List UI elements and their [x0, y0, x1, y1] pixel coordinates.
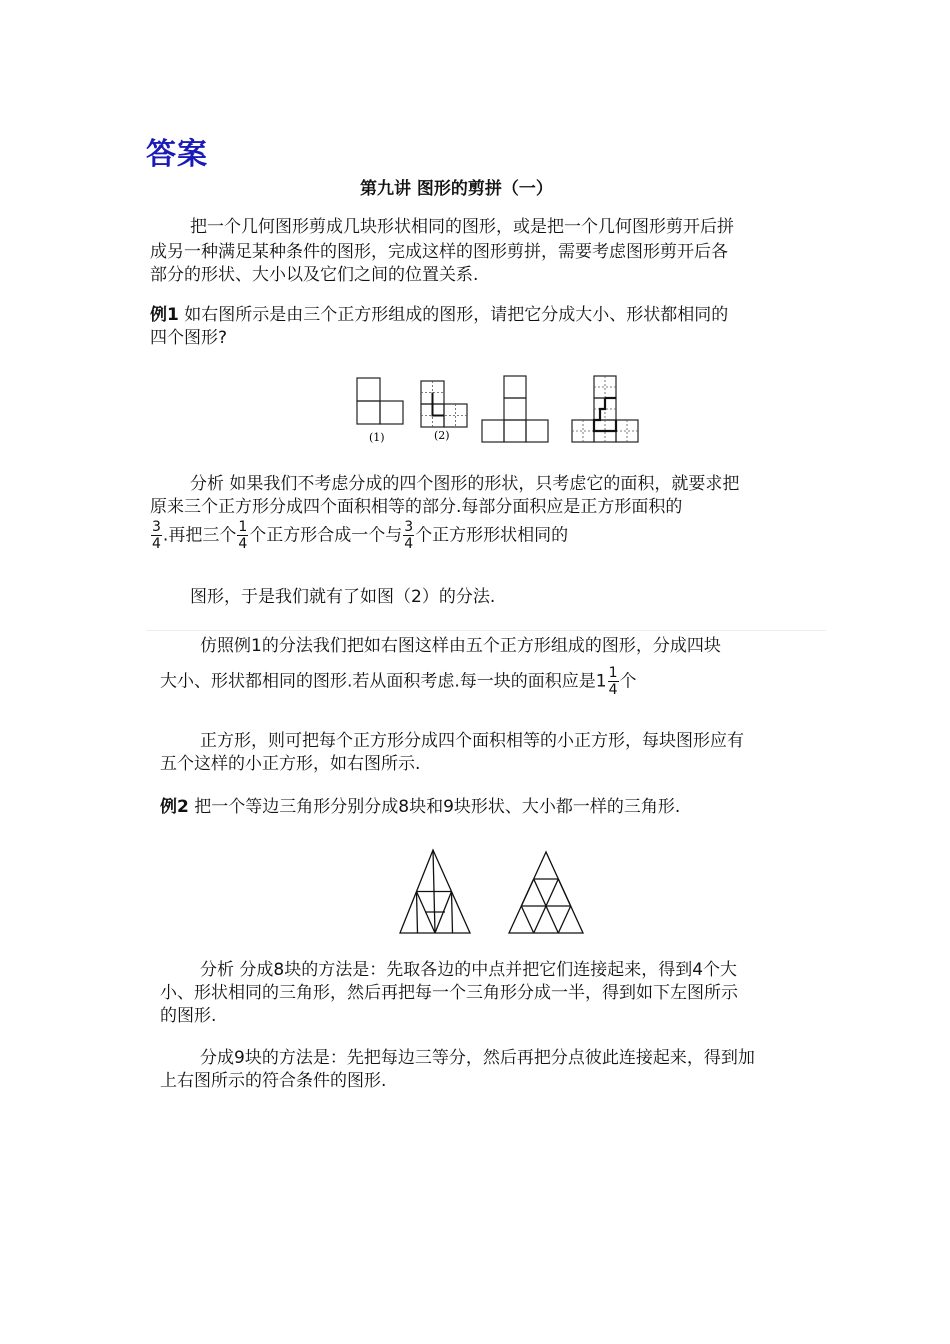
imitation-text-pre: 大小、形状都相同的图形.若从面积考虑.每一块的面积应是1: [160, 671, 607, 692]
analysis2-line-4: 分成9块的方法是：先把每边三等分，然后再把分点彼此连接起来，得到加: [200, 1048, 755, 1068]
fraction-one-quarter-mixed: $\frac{1}{4}$: [608, 665, 618, 698]
imitation-text-post: 个: [619, 671, 637, 692]
example1-label: 例1: [150, 305, 179, 325]
analysis2-line-5: 上右图所示的符合条件的图形.: [160, 1071, 387, 1091]
intro-line-2: 成另一种满足某种条件的图形，完成这样的图形剪拼，需要考虑图形剪开后各: [150, 242, 728, 262]
example1-text-1: 如右图所示是由三个正方形组成的图形，请把它分成大小、形状都相同的: [184, 305, 729, 325]
figure-label-2: (2): [434, 429, 450, 442]
fraction-three-quarters: $\frac{3}{4}$: [152, 519, 161, 552]
fraction-one-quarter: $\frac{1}{4}$: [238, 519, 248, 552]
analysis1-line-4: 图形，于是我们就有了如图（2）的分法.: [190, 587, 496, 607]
fraction-three-quarters-2: $\frac{3}{4}$: [404, 519, 414, 552]
imitation-line-1: 仿照例1的分法我们把如右图这样由五个正方形组成的图形，分成四块: [200, 636, 721, 656]
analysis2-line-2: 小、形状相同的三角形，然后再把每一个三角形分成一半，得到如下左图所示: [160, 983, 738, 1003]
example2-label: 例2: [160, 797, 189, 817]
analysis1-text-b: 个正方形合成一个与: [249, 525, 403, 546]
triangle-eight-pieces: [400, 850, 470, 933]
imitation-line-4: 五个这样的小正方形，如右图所示.: [160, 754, 421, 774]
figure-label-1: (1): [369, 431, 385, 444]
imitation-line-3: 正方形，则可把每个正方形分成四个面积相等的小正方形，每块图形应有: [200, 731, 744, 751]
analysis2-line-3: 的图形.: [160, 1006, 217, 1026]
triangle-nine-pieces: [509, 852, 583, 933]
example1-line-2: 四个图形?: [150, 328, 228, 348]
example2-text: 把一个等边三角形分别分成8块和9块形状、大小都一样的三角形.: [194, 797, 681, 817]
answer-heading: 答案: [146, 137, 208, 172]
analysis2-line-1: 分析 分成8块的方法是：先取各边的中点并把它们连接起来，得到4个大: [200, 960, 738, 980]
lecture-title: 第九讲 图形的剪拼（一）: [360, 179, 553, 199]
intro-line-1: 把一个几何图形剪成几块形状相同的图形，或是把一个几何图形剪开后拼: [190, 217, 734, 237]
intro-line-3: 部分的形状、大小以及它们之间的位置关系.: [150, 265, 479, 285]
analysis1-line-1: 分析 如果我们不考虑分成的四个图形的形状，只考虑它的面积，就要求把: [190, 474, 740, 494]
analysis1-line-2: 原来三个正方形分成四个面积相等的部分.每部分面积应是正方形面积的: [150, 497, 683, 517]
analysis1-text-c: 个正方形形状相同的: [415, 525, 569, 546]
analysis1-text-a: .再把三个: [162, 525, 237, 546]
